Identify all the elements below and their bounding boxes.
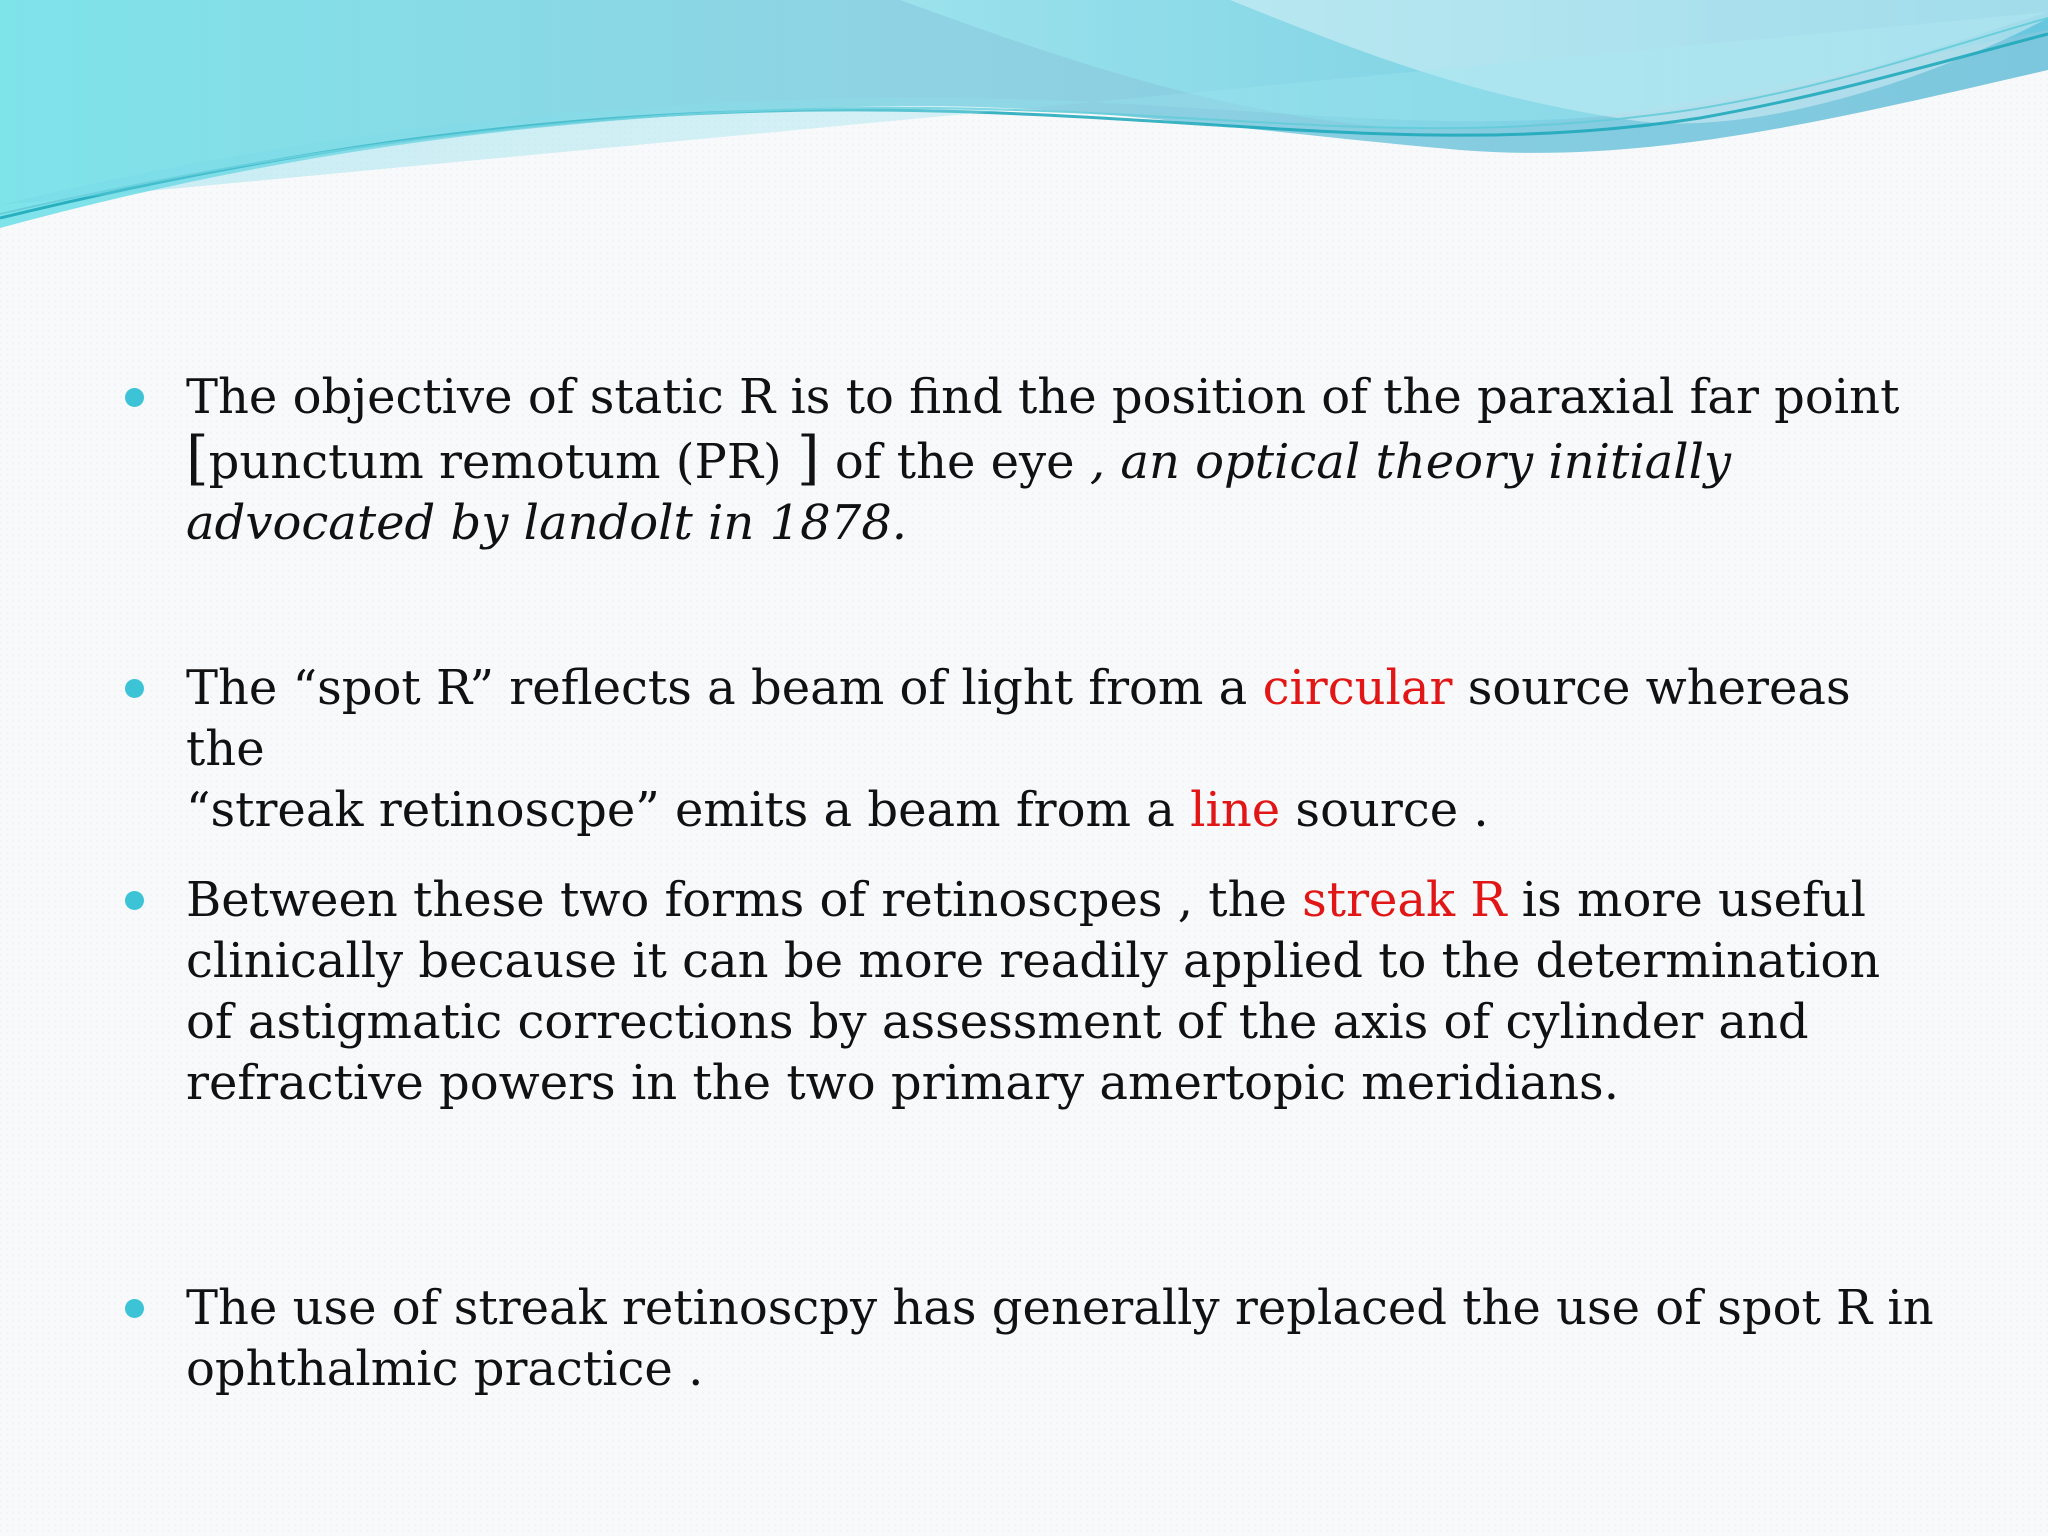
bullet-1-line-2: [punctum remotum (PR) ] of the eye , an optical theory initially — [186, 424, 1732, 492]
bullet-dot-icon — [125, 679, 144, 698]
bullet-2-line-2: “streak retinoscpe” emits a beam from a line source . — [186, 782, 1489, 838]
bullet-item-3 — [186, 870, 1936, 1114]
bullet-3-line-1: Between these two forms of retinoscpes , the streak R is more useful — [186, 872, 1867, 928]
bullet-4-line-1: The use of streak retinoscpy has generally replaced the use of spot R in — [186, 1280, 1934, 1336]
bullet-item-4 — [186, 1278, 1936, 1400]
bullet-dot-icon — [125, 891, 144, 910]
bullet-dot-icon — [125, 1299, 144, 1318]
bullet-3-line-3: of astigmatic corrections by assessment of the axis of cylinder and — [186, 994, 1809, 1050]
bullet-3-line-4: refractive powers in the two primary amertopic meridians. — [186, 1055, 1619, 1111]
bullet-3-line-2: clinically because it can be more readily applied to the determination — [186, 933, 1881, 989]
bullet-1-line-1: The objective of static R is to find the position of the paraxial far point — [186, 369, 1900, 425]
bullet-2-line-1: The “spot R” reflects a beam of light from a circular source whereas the — [186, 660, 1851, 777]
bullet-1-line-3: advocated by landolt in 1878. — [186, 495, 907, 551]
bullet-4-line-2: ophthalmic practice . — [186, 1341, 704, 1397]
bullet-item-2 — [186, 658, 1936, 841]
bullet-item-1 — [186, 367, 1936, 554]
bullet-dot-icon — [125, 388, 144, 407]
